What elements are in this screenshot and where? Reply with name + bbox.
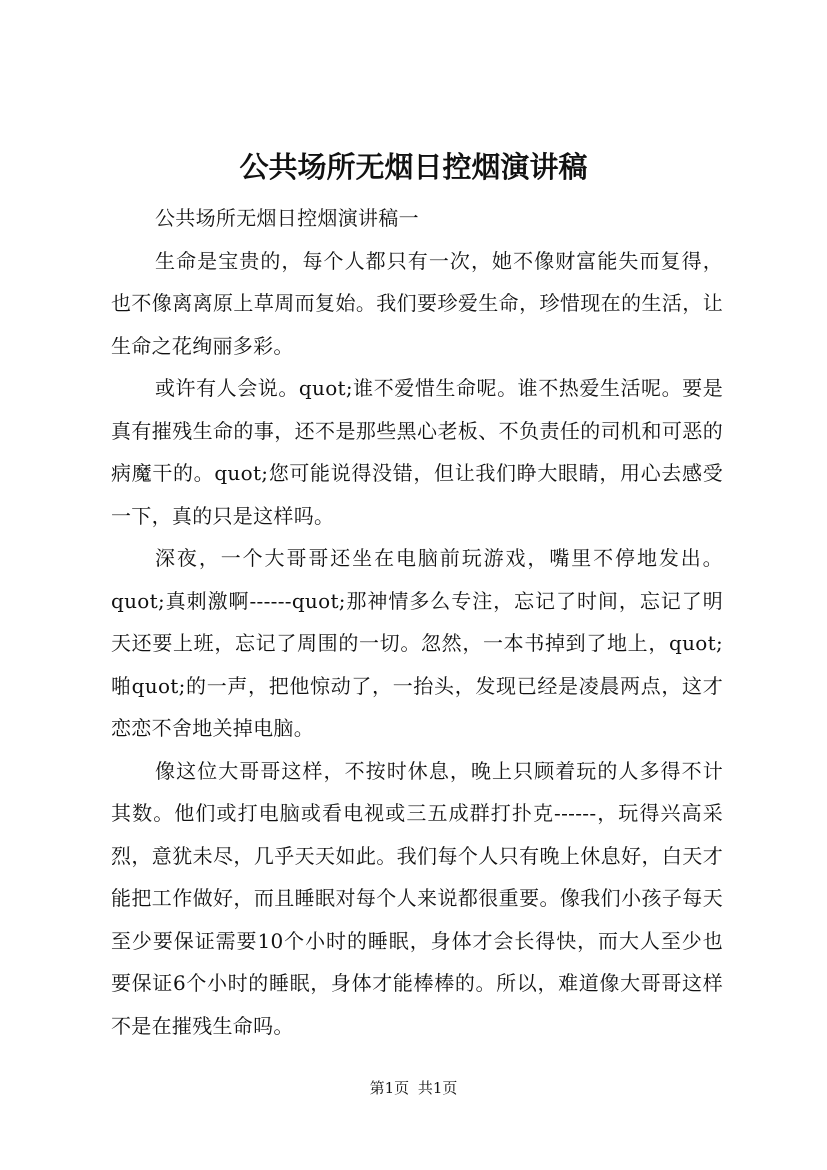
subtitle-paragraph: 公共场所无烟日控烟演讲稿一	[155, 206, 419, 230]
document-body	[111, 197, 723, 1047]
body-paragraph: 或许有人会说。quot;谁不爱惜生命呢。谁不热爱生活呢。要是真有摧残生命的事，还不是那些黑心老板、不负责任的司机和可恶的病魔干的。quot;您可能说得没错，但让我们睁大眼睛，用心去感受一下，真的只是这样吗。	[111, 376, 723, 528]
body-paragraph: 像这位大哥哥这样，不按时休息，晚上只顾着玩的人多得不计其数。他们或打电脑或看电视或三五成群打扑克------，玩得兴高采烈，意犹未尽，几乎天天如此。我们每个人只有晚上休息好，白天才能把工作做好，而且睡眠对每个人来说都很重要。像我们小孩子每天至少要保证需要10个小时的睡眠，身体才会长得快，而大人至少也要保证6个小时的睡眠，身体才能棒棒的。所以，难道像大哥哥这样不是在摧残生命吗。	[111, 758, 723, 1038]
page-footer	[0, 1078, 827, 1098]
document-title: 公共场所无烟日控烟演讲稿	[239, 150, 588, 184]
page-total: 共1页	[417, 1079, 458, 1097]
body-paragraph: 生命是宝贵的，每个人都只有一次，她不像财富能失而复得，也不像离离原上草周而复始。我们要珍爱生命，珍惜现在的生活，让生命之花绚丽多彩。	[111, 248, 723, 358]
page-number: 第1页	[369, 1079, 410, 1097]
body-paragraph: 深夜，一个大哥哥还坐在电脑前玩游戏，嘴里不停地发出。quot;真刺激啊------quot;那神情多么专注，忘记了时间，忘记了明天还要上班，忘记了周围的一切。忽然，一本书掉到了地上，quot;啪quot;的一声，把他惊动了，一抬头，发现已经是凌晨两点，这才恋恋不舍地关掉电脑。	[111, 546, 723, 740]
